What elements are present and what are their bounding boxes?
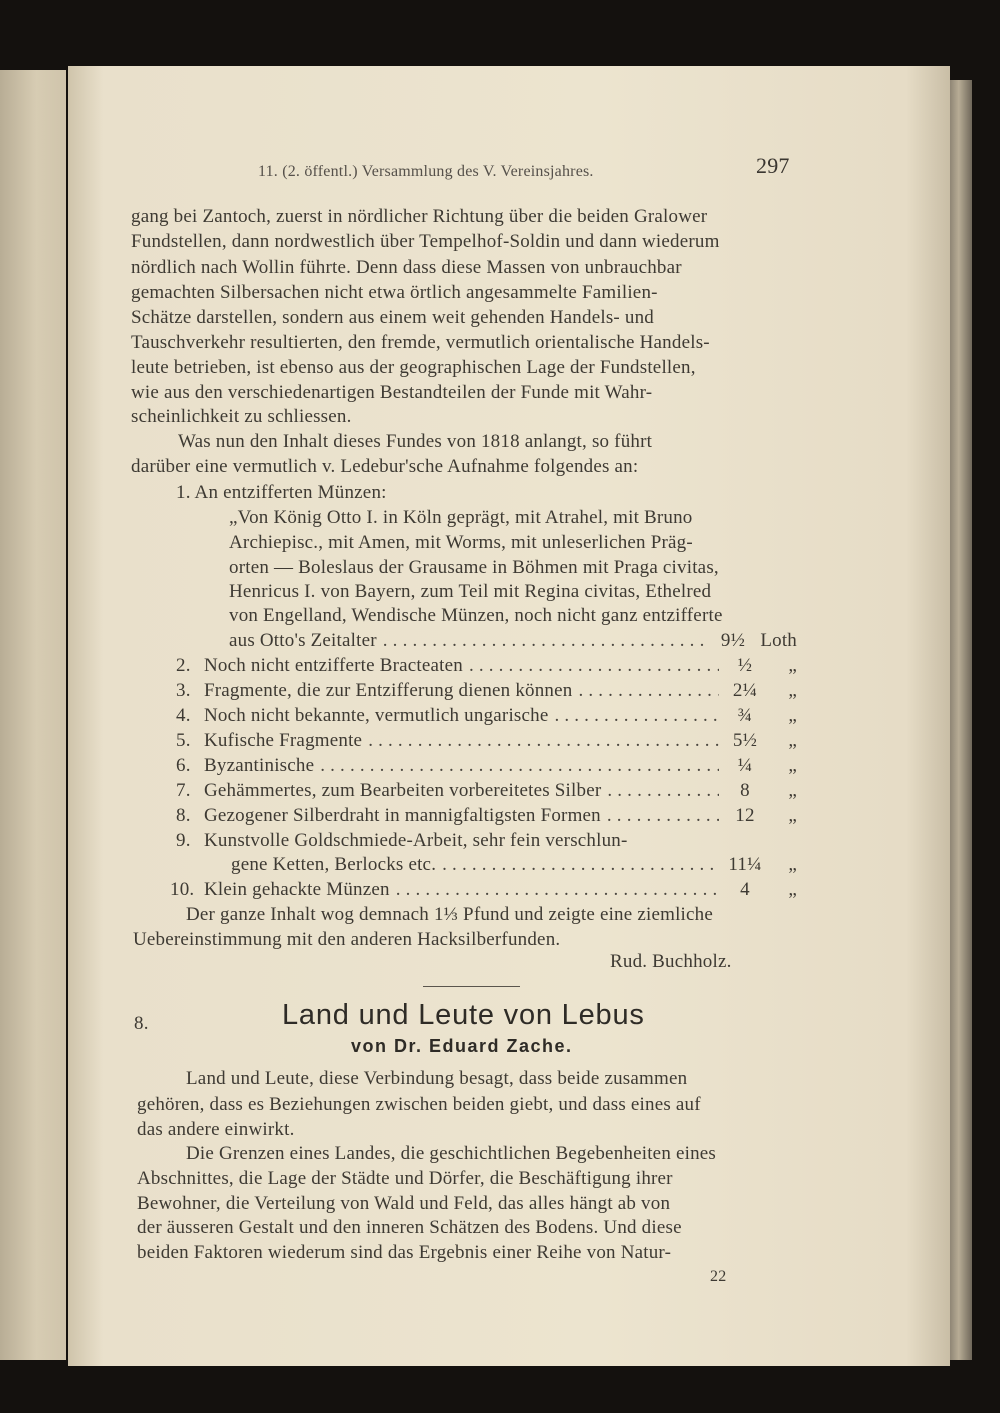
item-text: Kufische Fragmente xyxy=(204,730,363,751)
item-quantity: 8 xyxy=(740,780,750,801)
item-unit: „ xyxy=(788,755,797,776)
item-quantity: ½ xyxy=(737,655,753,676)
signature: Rud. Buchholz. xyxy=(610,951,732,972)
body-line: wie aus den verschiedenartigen Bestandteilen der Funde mit Wahr- xyxy=(131,382,653,403)
item-text: Gezogener Silberdraht in mannigfaltigsten Formen xyxy=(204,805,601,826)
list-item-row xyxy=(176,654,797,678)
signature-mark: 22 xyxy=(710,1268,727,1285)
body-line: Fundstellen, dann nordwestlich über Tempelhof-Soldin und dann wiederum xyxy=(131,231,720,252)
item-number: 9. xyxy=(176,830,191,851)
section-rule xyxy=(423,986,520,987)
item-number: 5. xyxy=(176,730,191,751)
body-line: der äusseren Gestalt und den inneren Schätzen des Bodens. Und diese xyxy=(137,1217,682,1238)
item-text: Kunstvolle Goldschmiede-Arbeit, sehr fein verschlun- xyxy=(204,830,628,851)
body-line: Bewohner, die Verteilung von Wald und Feld, das alles hängt ab von xyxy=(137,1193,671,1214)
list-item-row xyxy=(231,853,797,877)
dot-leader xyxy=(383,629,707,653)
list-item-text: „Von König Otto I. in Köln geprägt, mit Atrahel, mit Bruno xyxy=(229,507,693,528)
item-unit: „ xyxy=(788,680,797,701)
body-line: Abschnittes, die Lage der Städte und Dörfer, die Beschäftigung ihrer xyxy=(137,1168,673,1189)
body-line: Schätze darstellen, sondern aus einem weit gehenden Handels- und xyxy=(131,307,654,328)
body-line: gang bei Zantoch, zuerst in nördlicher Richtung über die beiden Gralower xyxy=(131,206,708,227)
body-line: das andere einwirkt. xyxy=(137,1119,295,1140)
dot-leader xyxy=(320,754,719,778)
body-line: Land und Leute, diese Verbindung besagt, dass beide zusammen xyxy=(186,1068,688,1089)
item-text: aus Otto's Zeitalter xyxy=(229,630,377,651)
item-number: 6. xyxy=(176,755,191,776)
item-unit: „ xyxy=(788,805,797,826)
item-quantity: 2¼ xyxy=(732,680,758,701)
list-item-row xyxy=(176,704,797,728)
item-unit: „ xyxy=(788,854,797,875)
item-text: Byzantinische xyxy=(204,755,315,776)
item-quantity: 4 xyxy=(740,879,750,900)
list-item-row xyxy=(170,878,797,902)
item-quantity: ¾ xyxy=(737,705,753,726)
item-number: 3. xyxy=(176,680,191,701)
item-unit: „ xyxy=(788,705,797,726)
list-item-row xyxy=(176,829,628,853)
item-quantity: 11¼ xyxy=(728,854,762,875)
list-item-row xyxy=(176,804,797,828)
item-number: 8. xyxy=(176,805,191,826)
article-number: 8. xyxy=(134,1013,149,1034)
dot-leader xyxy=(578,679,719,703)
body-line: leute betrieben, ist ebenso aus der geographischen Lage der Fundstellen, xyxy=(131,357,696,378)
dot-leader xyxy=(554,704,719,728)
list-item-text: von Engelland, Wendische Münzen, noch nicht ganz entzifferte xyxy=(229,605,723,626)
body-line: gehören, dass es Beziehungen zwischen beiden giebt, und dass eines auf xyxy=(137,1094,701,1115)
item-text: Noch nicht bekannte, vermutlich ungarische xyxy=(204,705,549,726)
dot-leader xyxy=(607,804,719,828)
article-title: Land und Leute von Lebus xyxy=(282,999,645,1031)
item-text: Noch nicht entzifferte Bracteaten xyxy=(204,655,463,676)
item-number: 2. xyxy=(176,655,191,676)
item-quantity: ¼ xyxy=(737,755,753,776)
body-line: Tauschverkehr resultierten, den fremde, vermutlich orientalische Handels- xyxy=(131,332,710,353)
running-head: 11. (2. öffentl.) Versammlung des V. Vereinsjahres. xyxy=(258,163,594,180)
list-item-row xyxy=(176,679,797,703)
body-line: Was nun den Inhalt dieses Fundes von 1818 anlangt, so führt xyxy=(178,431,653,452)
list-item-text: Henricus I. von Bayern, zum Teil mit Regina civitas, Ethelred xyxy=(229,581,712,602)
item-text: gene Ketten, Berlocks etc. xyxy=(231,854,437,875)
page-number: 297 xyxy=(756,153,790,178)
list-item-row xyxy=(176,729,797,753)
item-number: 4. xyxy=(176,705,191,726)
article-author: von Dr. Eduard Zache. xyxy=(351,1036,573,1056)
dot-leader xyxy=(368,729,719,753)
list-item-row xyxy=(176,779,797,803)
dot-leader xyxy=(396,878,719,902)
dot-leader xyxy=(442,853,719,877)
item-unit: „ xyxy=(788,655,797,676)
item-number: 7. xyxy=(176,780,191,801)
item-unit: „ xyxy=(788,780,797,801)
item-number: 10. xyxy=(170,879,195,900)
body-line: nördlich nach Wollin führte. Denn dass diese Massen von unbrauchbar xyxy=(131,257,682,278)
body-line: scheinlichkeit zu schliessen. xyxy=(131,406,352,427)
item-text: Gehämmertes, zum Bearbeiten vorbereitetes Silber xyxy=(204,780,602,801)
item-quantity: 9½ xyxy=(720,630,746,651)
list-item-text: orten — Boleslaus der Grausame in Böhmen mit Praga civitas, xyxy=(229,557,719,578)
body-line: Die Grenzen eines Landes, die geschichtlichen Begebenheiten eines xyxy=(186,1143,717,1164)
item-unit: „ xyxy=(788,879,797,900)
dot-leader xyxy=(469,654,719,678)
body-line: gemachten Silbersachen nicht etwa örtlich angesammelte Familien- xyxy=(131,282,658,303)
item-text: Fragmente, die zur Entzifferung dienen können xyxy=(204,680,573,701)
body-line: Uebereinstimmung mit den anderen Hacksilberfunden. xyxy=(133,929,561,950)
item-quantity: 12 xyxy=(735,805,755,826)
dot-leader xyxy=(607,779,719,803)
list-item-heading: 1. An entzifferten Münzen: xyxy=(176,482,387,503)
item-quantity: 5½ xyxy=(732,730,758,751)
list-item-row xyxy=(229,629,797,653)
item-unit: „ xyxy=(788,730,797,751)
item-unit: Loth xyxy=(760,630,797,651)
list-item-row xyxy=(176,754,797,778)
list-item-text: Archiepisc., mit Amen, mit Worms, mit unleserlichen Präg- xyxy=(229,532,693,553)
body-line: Der ganze Inhalt wog demnach 1⅓ Pfund und zeigte eine ziemliche xyxy=(186,904,713,925)
body-line: darüber eine vermutlich v. Ledebur'sche Aufnahme folgendes an: xyxy=(131,456,639,477)
item-text: Klein gehackte Münzen xyxy=(204,879,390,900)
body-line: beiden Faktoren wiederum sind das Ergebnis einer Reihe von Natur- xyxy=(137,1242,672,1263)
